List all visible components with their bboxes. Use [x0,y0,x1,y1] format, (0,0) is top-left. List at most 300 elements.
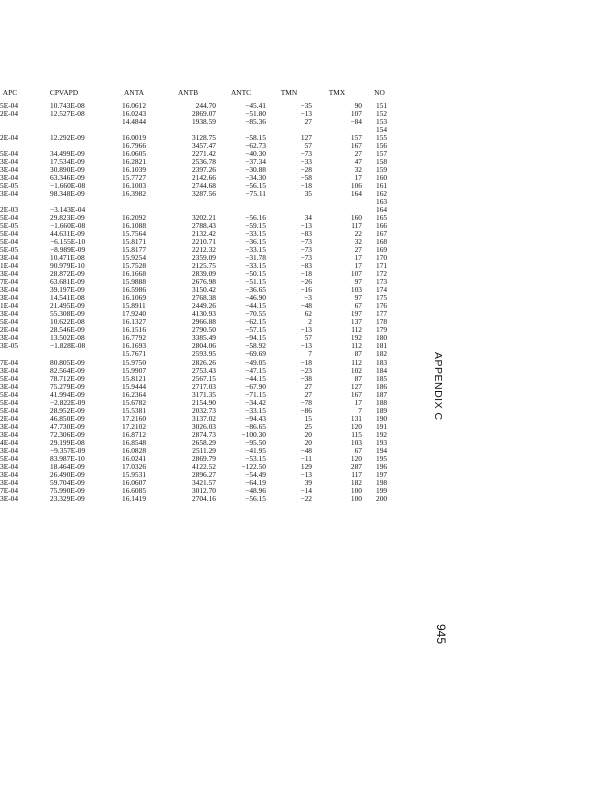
cell-antc: −67.90 [245,381,266,391]
cell-cpvapd: 78.712E-09 [50,373,85,383]
cell-apc: 7E-04 [0,486,19,495]
cell-cpvapd: 26.490E-09 [50,469,85,479]
cell-no: 173 [376,277,388,287]
cell-anta: 17.2160 [122,413,147,423]
cell-tmx: 87 [354,349,362,359]
cell-cpvapd: 55.308E-09 [50,309,85,319]
cell-cpvapd: 28.872E-09 [50,269,85,279]
cell-antb: 2142.66 [191,173,216,183]
cell-no: 151 [376,101,388,110]
cell-anta: 17.9240 [122,309,147,319]
cell-tmx: 157 [350,133,362,143]
cell-cpvapd: 39.197E-09 [50,285,85,295]
cell-antc: −48.96 [245,485,266,495]
cell-cpvapd: 28.952E-09 [50,405,85,415]
cell-tmn: −11 [300,453,312,463]
cell-tmx: 112 [351,357,362,367]
cell-no: 165 [376,213,388,223]
cell-anta: 16.2821 [122,157,147,167]
cell-no: 168 [376,237,388,247]
table-row [0,190,397,198]
cell-apc: 3E-04 [0,494,19,503]
cell-antb: 2593.95 [191,349,216,359]
cell-anta: 16.1327 [122,317,147,327]
cell-apc [0,198,20,206]
cell-antc: −59.15 [245,221,266,231]
cell-tmx: 87 [354,373,362,383]
cell-no: 196 [376,461,388,471]
cell-anta [108,198,160,206]
cell-tmn: −13 [300,341,312,351]
cell-tmn: −13 [300,325,312,335]
cell-cpvapd: −1.660E-08 [50,181,86,191]
cell-tmx: 22 [354,229,362,239]
cell-antc: −49.05 [245,357,266,367]
cell-cpvapd: 10.743E-08 [50,101,85,110]
cell-tmx: 192 [350,333,362,343]
cell-antc: −75.11 [245,189,266,199]
cell-tmn: 2 [308,317,312,327]
cell-tmn: −48 [300,445,312,455]
cell-anta: 15.8171 [122,237,147,247]
cell-anta: 15.8121 [122,373,147,383]
cell-no: 188 [376,397,388,407]
cell-antc: −50.15 [245,269,266,279]
cell-anta: 16.0241 [122,453,147,463]
cell-apc: 5E-05 [0,246,19,255]
header-tmx: TMX [328,88,346,97]
cell-cpvapd: −1.828E-08 [50,341,86,351]
cell-tmx [312,198,362,206]
cell-antc: −31.78 [245,253,266,263]
cell-apc: 4E-04 [0,438,19,447]
cell-tmn: −73 [300,245,312,255]
cell-apc: 5E-04 [0,102,19,110]
cell-anta: 15.9888 [122,277,147,287]
cell-tmn: −73 [300,149,312,159]
cell-no: 159 [376,165,388,175]
cell-tmx: 27 [354,245,362,255]
cell-anta: 16.7792 [122,333,147,343]
cell-tmn: −18 [300,269,312,279]
cell-no: 167 [376,229,388,239]
cell-antb: 3457.47 [191,141,216,151]
cell-tmn: −3 [304,293,312,303]
cell-antc: −94.15 [245,333,266,343]
cell-tmn: −22 [300,493,312,503]
cell-antb: 2869.07 [191,109,216,119]
cell-apc: 5E-04 [0,214,19,223]
cell-no: 199 [376,485,388,495]
cell-no: 161 [376,181,388,191]
cell-cpvapd: 14.541E-08 [50,293,85,303]
cell-apc: 3E-05 [0,342,19,351]
cell-antb: 2125.75 [191,261,216,271]
cell-tmn: 39 [304,477,312,487]
cell-anta: 15.7564 [122,229,147,239]
cell-tmx: 7 [358,405,362,415]
cell-tmn: −14 [300,485,312,495]
cell-cpvapd: 98.348E-09 [50,189,85,199]
cell-antc: −36.65 [245,285,266,295]
cell-tmx: 164 [350,189,362,199]
cell-tmn: −48 [300,301,312,311]
cell-cpvapd: 82.564E-09 [50,365,85,375]
cell-no: 181 [376,341,388,351]
cell-anta: 16.1003 [122,181,147,191]
cell-no: 184 [376,365,388,375]
cell-tmn: 20 [304,429,312,439]
cell-tmx: 117 [351,469,362,479]
cell-antc: −47.15 [245,365,266,375]
cell-tmn: −86 [300,405,312,415]
cell-antb: 2869.79 [191,453,216,463]
cell-cpvapd: 29.199E-08 [50,437,85,447]
cell-no: 156 [376,141,388,151]
cell-cpvapd: −6.155E-10 [50,237,86,247]
cell-apc [0,118,20,126]
cell-antb: 3150.42 [191,285,216,295]
cell-anta: 16.0612 [122,101,147,110]
cell-cpvapd: 63.346E-09 [50,173,85,183]
cell-no: 170 [376,253,388,263]
cell-cpvapd: 34.499E-09 [50,149,85,159]
cell-antb: 2839.09 [191,269,216,279]
cell-anta: 15.6782 [122,397,147,407]
cell-apc: 7E-04 [0,278,19,287]
cell-cpvapd: −3.143E-04 [50,205,86,215]
cell-cpvapd: 18.464E-09 [50,461,85,471]
cell-apc: 2E-03 [0,206,19,215]
cell-tmx: 67 [354,301,362,311]
cell-anta: 15.9750 [122,357,147,367]
cell-apc: 1E-04 [0,262,19,271]
cell-no: 183 [376,357,388,367]
cell-tmn: −23 [300,365,312,375]
cell-antc: −51.15 [245,277,266,287]
cell-apc [0,350,20,358]
cell-tmn [266,198,312,206]
cell-antc: −33.15 [245,229,266,239]
cell-antc: −41.95 [245,445,266,455]
cell-antb: 2032.73 [191,405,216,415]
cell-tmx: 131 [350,413,362,423]
cell-antc: −36.15 [245,237,266,247]
cell-antc: −34.42 [245,397,266,407]
cell-anta: 16.5986 [122,285,147,295]
cell-antc: −45.41 [245,101,266,110]
cell-apc: 3E-04 [0,270,19,279]
cell-cpvapd: 75.279E-09 [50,381,85,391]
cell-anta: 15.9254 [122,253,147,263]
cell-anta: 15.9907 [122,365,147,375]
cell-anta: 16.1069 [122,293,147,303]
cell-antb: 2212.32 [191,245,216,255]
header-no: NO [374,88,385,97]
cell-anta: 16.2092 [122,213,147,223]
cell-anta: 15.9444 [122,381,147,391]
cell-anta: 16.1088 [122,221,147,231]
cell-anta: 17.2102 [122,421,147,431]
cell-no: 198 [376,477,388,487]
cell-antc: −37.34 [245,157,266,167]
cell-apc: 3E-04 [0,478,19,487]
cell-antb: 4122.52 [191,461,216,471]
cell-tmn: 7 [308,349,312,359]
cell-cpvapd [20,118,108,126]
cell-antb [160,198,216,206]
table-body [0,102,397,503]
cell-antb: 3421.57 [191,477,216,487]
cell-tmn: 34 [304,213,312,223]
cell-tmn: −38 [300,373,312,383]
header-antb: ANTB [177,88,199,97]
cell-antb: 2132.42 [191,229,216,239]
cell-tmn: 35 [304,189,312,199]
cell-apc: 3E-04 [0,446,19,455]
cell-no: 171 [376,261,388,271]
cell-apc: 2E-04 [0,110,19,119]
cell-tmn: −28 [300,165,312,175]
cell-apc: 3E-04 [0,286,19,295]
cell-tmx: 120 [350,453,362,463]
cell-no: 179 [376,325,388,335]
cell-antc: −64.19 [245,477,266,487]
cell-antb: 2753.43 [191,365,216,375]
cell-tmx: 112 [351,341,362,351]
cell-apc: 5E-04 [0,238,19,247]
cell-antb: 2536.78 [191,157,216,167]
cell-antc: −33.15 [245,261,266,271]
cell-no: 155 [376,133,388,143]
cell-antb: 2397.26 [191,165,216,175]
appendix-title: APPENDIX C [432,352,444,421]
cell-apc: 5E-04 [0,150,19,159]
cell-no: 185 [376,373,388,383]
cell-cpvapd: 46.850E-09 [50,413,85,423]
cell-anta: 15.7528 [122,261,147,271]
cell-tmx: 197 [350,309,362,319]
cell-anta: 15.7727 [122,173,147,183]
cell-anta: 15.9531 [122,469,147,479]
cell-anta: 16.0605 [122,149,147,159]
cell-antc: −33.15 [245,405,266,415]
cell-no: 195 [376,453,388,463]
cell-apc: 5E-05 [0,222,19,231]
cell-antc: −86.65 [245,421,266,431]
cell-no: 162 [376,189,388,199]
header-tmn: TMN [280,88,298,97]
cell-antc: −56.15 [245,181,266,191]
cell-antc: −62.73 [245,141,266,151]
cell-antb: 3171.35 [191,389,216,399]
cell-tmn: −18 [300,357,312,367]
cell-antc: −58.92 [245,341,266,351]
cell-tmn: −73 [300,237,312,247]
cell-tmx: 182 [350,477,362,487]
cell-antb: 3012.70 [191,485,216,495]
cell-no: 193 [376,437,388,447]
cell-tmx: 97 [354,293,362,303]
cell-anta: 16.2364 [122,389,147,399]
cell-tmx: 47 [354,157,362,167]
cell-antb: 3128.75 [191,133,216,143]
cell-apc: 5E-04 [0,230,19,239]
cell-no: 200 [376,493,388,503]
cell-tmn: 57 [304,141,312,151]
cell-tmx: 100 [350,485,362,495]
cell-no: 169 [376,245,388,255]
cell-anta: 16.0828 [122,445,147,455]
cell-anta: 16.1668 [122,269,147,279]
cell-antb: 2826.26 [191,357,216,367]
cell-apc: 3E-04 [0,174,19,183]
cell-anta: 16.1419 [122,493,147,503]
cell-no: 160 [376,173,388,183]
cell-apc: 3E-04 [0,382,19,391]
cell-anta: 14.4844 [122,117,147,127]
cell-antc: −94.43 [245,413,266,423]
cell-cpvapd: 21.495E-09 [50,301,85,311]
cell-anta: 16.7966 [122,141,147,151]
cell-apc [0,142,20,150]
cell-apc: 5E-05 [0,182,19,191]
cell-cpvapd: 59.704E-09 [50,477,85,487]
cell-cpvapd: 23.329E-09 [50,493,85,503]
cell-anta: 16.6085 [122,485,147,495]
cell-antc: −33.15 [245,245,266,255]
cell-antb: 2658.29 [191,437,216,447]
cell-apc: 3E-04 [0,190,19,199]
cell-tmn: −83 [300,229,312,239]
header-cpvapd: CPVAPD [49,88,79,97]
cell-tmx: 90 [354,101,362,110]
cell-antb: 2788.43 [191,221,216,231]
cell-antb: 2704.16 [191,493,216,503]
cell-antc: −71.15 [245,389,266,399]
cell-no: 158 [376,157,388,167]
cell-tmx: 102 [350,365,362,375]
cell-tmn: 57 [304,333,312,343]
cell-apc: 3E-04 [0,158,19,167]
cell-tmn: −73 [300,253,312,263]
cell-tmx: 100 [350,493,362,503]
cell-apc: 3E-04 [0,334,19,343]
cell-cpvapd: 12.292E-09 [50,133,85,143]
cell-cpvapd: −1.660E-08 [50,221,86,231]
cell-cpvapd: 17.534E-09 [50,157,85,167]
cell-cpvapd: 90.979E-10 [50,261,85,271]
cell-no: 182 [376,349,388,359]
page-number: 945 [434,624,448,645]
cell-apc: 1E-04 [0,302,19,311]
cell-apc: 3E-04 [0,310,19,319]
cell-cpvapd: 83.987E-10 [50,453,85,463]
cell-anta: 15.7671 [122,349,147,359]
cell-cpvapd: 13.502E-08 [50,333,85,343]
cell-cpvapd: 30.890E-09 [50,165,85,175]
cell-anta: 16.0607 [122,477,147,487]
cell-antb: 2896.27 [191,469,216,479]
cell-cpvapd: 63.681E-09 [50,277,85,287]
cell-anta: 16.3982 [122,189,147,199]
cell-tmx: 97 [354,277,362,287]
cell-tmx: 287 [350,461,362,471]
cell-antb: 2567.15 [191,373,216,383]
cell-antc: −40.30 [245,149,266,159]
cell-tmn: −18 [300,181,312,191]
cell-antb: 2744.68 [191,181,216,191]
cell-tmx: 17 [354,261,362,271]
cell-anta: 16.1039 [122,165,147,175]
cell-antc: −44.15 [245,373,266,383]
cell-apc: 3E-04 [0,430,19,439]
cell-tmx: 160 [350,213,362,223]
cell-no: 154 [376,125,388,135]
cell-no: 172 [376,269,388,279]
cell-tmx: 103 [350,437,362,447]
cell-tmx: 17 [354,397,362,407]
cell-antb: 2359.09 [191,253,216,263]
cell-apc: 2E-04 [0,414,19,423]
cell-cpvapd: 28.546E-09 [50,325,85,335]
cell-anta: 16.0019 [122,133,147,143]
cell-apc: 5E-04 [0,390,19,399]
cell-antc: −58.15 [245,133,266,143]
cell-apc: 3E-04 [0,166,19,175]
cell-antc: −122.50 [241,461,266,471]
cell-cpvapd: 41.994E-09 [50,389,85,399]
cell-tmx: 32 [354,237,362,247]
cell-antc: −56.16 [245,213,266,223]
cell-no: 187 [376,389,388,399]
cell-tmx: 32 [354,165,362,175]
cell-apc: 3E-04 [0,422,19,431]
cell-antc [216,198,266,206]
cell-apc: 5E-04 [0,398,19,407]
cell-anta: 17.0326 [122,461,147,471]
cell-antb: 2966.88 [191,317,216,327]
header-apc: APC [2,88,18,97]
cell-antb: 2511.29 [192,445,216,455]
cell-no: 157 [376,149,388,159]
cell-tmn: −13 [300,469,312,479]
cell-tmn: −26 [300,277,312,287]
cell-antb: 3385.49 [191,333,216,343]
cell-cpvapd: 12.527E-08 [50,109,85,119]
cell-no: 153 [376,117,388,127]
cell-cpvapd: 80.805E-09 [50,357,85,367]
cell-apc: 2E-04 [0,326,19,335]
cell-antc: −44.15 [245,301,266,311]
cell-tmn: −83 [300,261,312,271]
cell-no: 177 [376,309,388,319]
cell-tmx: −84 [350,117,362,127]
cell-no: 186 [376,381,388,391]
cell-cpvapd: 44.631E-09 [50,229,85,239]
cell-antb: 3287.56 [191,189,216,199]
cell-anta: 16.1693 [122,341,147,351]
cell-tmn: −13 [300,109,312,119]
cell-antb: 2210.71 [191,237,216,247]
cell-tmx: 112 [351,325,362,335]
cell-apc: 7E-04 [0,358,19,367]
cell-tmn: −78 [300,397,312,407]
cell-antc: −54.49 [245,469,266,479]
cell-apc: 3E-04 [0,462,19,471]
cell-tmn: −13 [300,221,312,231]
cell-tmx: 103 [350,285,362,295]
